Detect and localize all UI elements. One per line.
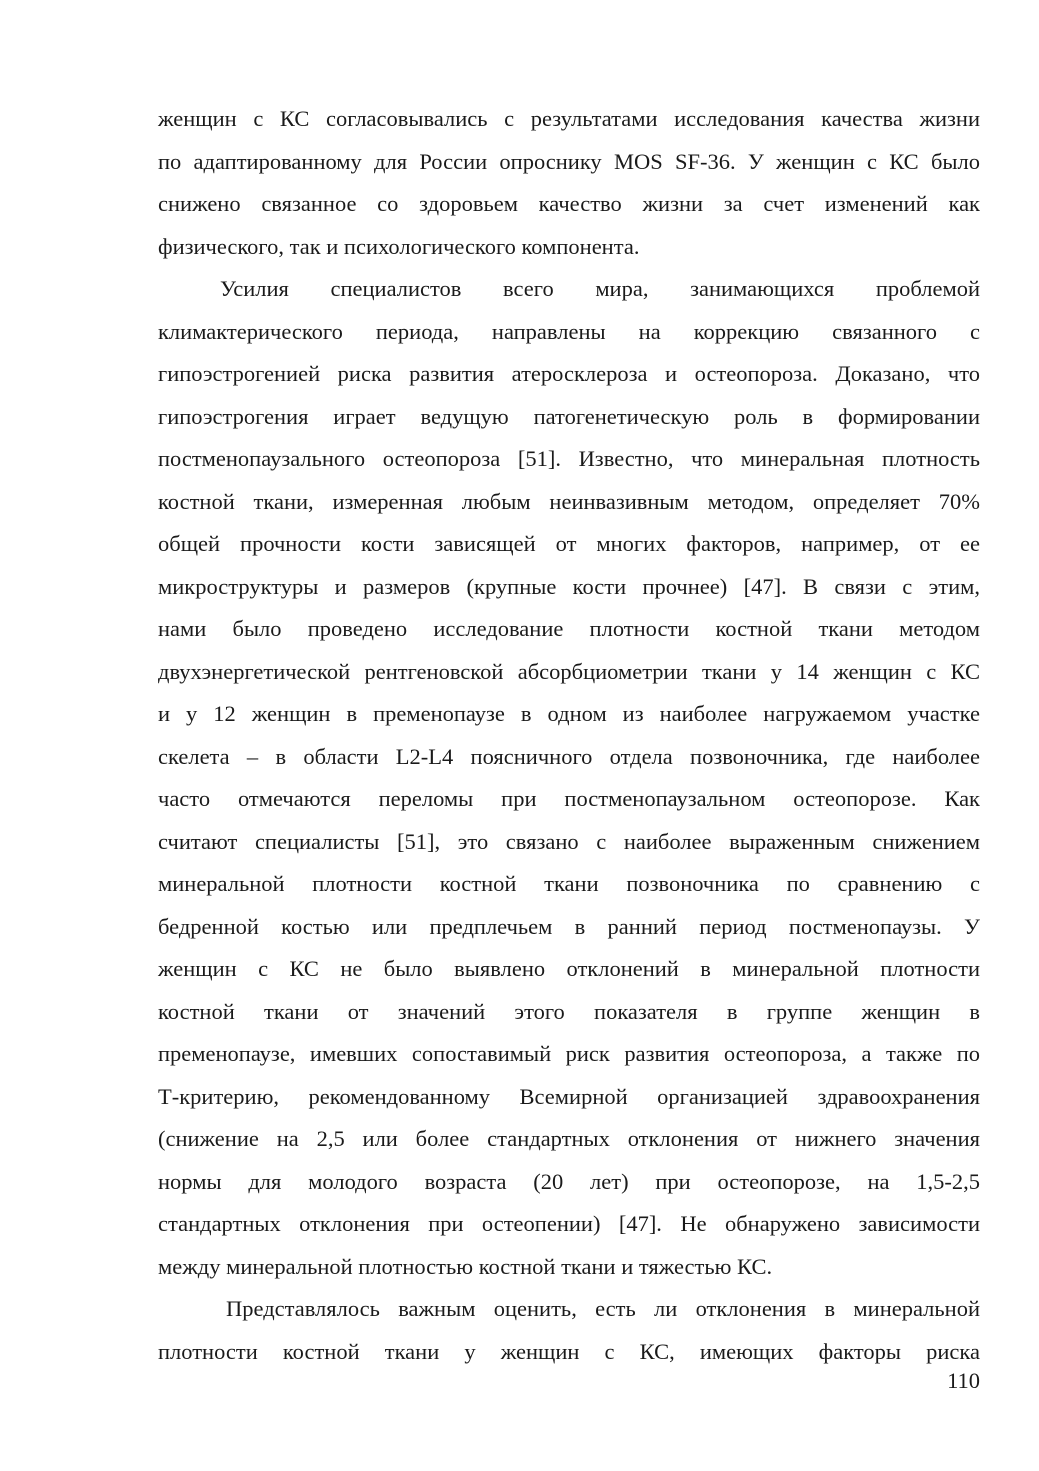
text-line: климактерического периода, направлены на коррекцию связанного с [158,318,980,344]
text-line: двухэнергетической рентгеновской абсорбциометрии ткани у 14 женщин с КС [158,658,980,684]
text-line: скелета – в области L2-L4 поясничного отдела позвоночника, где наиболее [158,743,980,769]
text-line: между минеральной плотностью костной ткани и тяжестью КС. [158,1253,773,1279]
text-line: Представлялось важным оценить, есть ли отклонения в минеральной [226,1296,980,1321]
paragraph-1 [158,98,980,268]
text-line: считают специалисты [51], это связано с наиболее выраженным снижением [158,828,980,854]
text-line: нами было проведено исследование плотности костной ткани методом [158,616,980,641]
paragraph-3 [158,1288,980,1373]
text-line: общей прочности кости зависящей от многих факторов, например, от ее [158,531,980,556]
text-line: бедренной костью или предплечьем в ранний период постменопаузы. У [158,913,980,939]
text-line: пременопаузе, имевших сопоставимый риск развития остеопороза, а также по [158,1041,980,1066]
text-line: минеральной плотности костной ткани позвоночника по сравнению с [158,871,980,896]
text-line: снижено связанное со здоровьем качество жизни за счет изменений как [158,191,980,216]
text-line: гипоэстрогения играет ведущую патогенетическую роль в формировании [158,403,980,429]
text-line: стандартных отклонения при остеопении) [47]. Не обнаружено зависимости [158,1211,980,1236]
text-line: Усилия специалистов всего мира, занимающихся проблемой [220,276,980,301]
text-line: по адаптированному для России опроснику MOS SF-36. У женщин с КС было [158,148,980,174]
text-line: женщин с КС не было выявлено отклонений в минеральной плотности [158,956,980,981]
text-line: часто отмечаются переломы при постменопаузальном остеопорозе. Как [158,786,980,811]
text-line: постменопаузального остеопороза [51]. Известно, что минеральная плотность [158,446,980,471]
text-line: костной ткани от значений этого показателя в группе женщин в [158,998,980,1024]
paragraph-2 [158,268,980,1288]
text-line: костной ткани, измеренная любым неинвазивным методом, определяет 70% [158,488,980,514]
text-line: женщин с КС согласовывались с результатами исследования качества жизни [158,106,980,131]
text-line: микроструктуры и размеров (крупные кости прочнее) [47]. В связи с этим, [158,573,980,599]
text-line: Т-критерию, рекомендованному Всемирной организацией здравоохранения [158,1083,980,1109]
text-line: плотности костной ткани у женщин с КС, имеющих факторы риска [158,1338,980,1364]
text-line: нормы для молодого возраста (20 лет) при остеопорозе, на 1,5-2,5 [158,1168,980,1194]
text-line: и у 12 женщин в пременопаузе в одном из наиболее нагружаемом участке [158,701,980,726]
text-line: (снижение на 2,5 или более стандартных отклонения от нижнего значения [158,1126,980,1151]
text-line: физического, так и психологического компонента. [158,233,640,259]
text-line: гипоэстрогенией риска развития атеросклероза и остеопороза. Доказано, что [158,361,980,386]
page-number: 110 [947,1368,980,1393]
body-text [158,98,980,1373]
